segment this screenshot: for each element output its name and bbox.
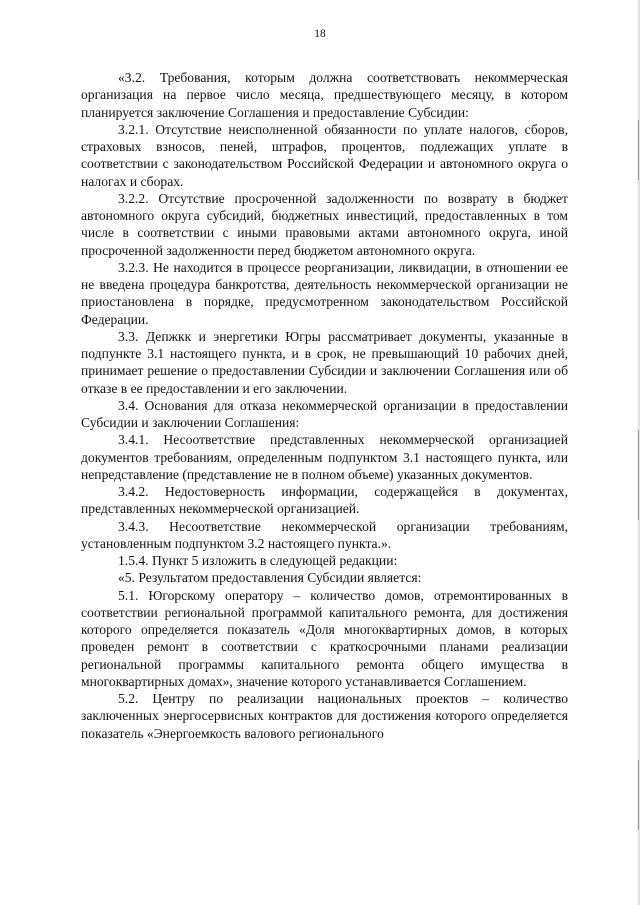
- paragraph-3-2-2: 3.2.2. Отсутствие просроченной задолженности по возврату в бюджет автономного округа субсидий, бюджетных инвестиций, предоставленных в том числе в соответствии с иными правовыми актами автономного округа, иной просроченной задолженности перед бюджетом автономного округа.: [81, 190, 568, 258]
- scan-edge-mark: [638, 760, 639, 830]
- paragraph-5: «5. Результатом предоставления Субсидии является:: [118, 570, 422, 586]
- paragraph-1-5-4: 1.5.4. Пункт 5 изложить в следующей редакции:: [118, 553, 398, 568]
- document-body: [81, 69, 568, 742]
- paragraph-3-2: «3.2. Требования, которым должна соответствовать некоммерческая организация на первое число месяца, предшествующего месяцу, в котором планируется заключение Соглашения и предоставление Субсидии:: [81, 70, 568, 120]
- paragraph-3-4-2: 3.4.2. Недостоверность информации, содержащейся в документах, представленных некоммерческой организацией.: [81, 484, 568, 517]
- scan-edge-mark: [638, 120, 639, 180]
- scan-edge-mark: [638, 430, 639, 520]
- paragraph-3-3: 3.3. Депжкк и энергетики Югры рассматривает документы, указанные в подпункте 3.1 настоящего пункта, и в срок, не превышающий 10 рабочих дней, принимает решение о предоставлении Субсидии и заключении Соглашения или об отказе в ее предоставлении и его заключении.: [81, 328, 568, 396]
- paragraph-3-2-3: 3.2.3. Не находится в процессе реорганизации, ликвидации, в отношении ее не введена процедура банкротства, деятельность некоммерческой организации не приостановлена в порядке, предусмотренном законодательством Российской Федерации.: [81, 259, 568, 327]
- paragraph-3-2-1: 3.2.1. Отсутствие неисполненной обязанности по уплате налогов, сборов, страховых взносов, пеней, штрафов, процентов, подлежащих уплате в соответствии с законодательством Российской Федерации и автономного округа о налогах и сборах.: [81, 121, 568, 189]
- paragraph-3-4: 3.4. Основания для отказа некоммерческой организации в предоставлении Субсидии и заключении Соглашения:: [81, 397, 568, 430]
- paragraph-3-4-1: 3.4.1. Несоответствие представленных некоммерческой организацией документов требованиям, определенным подпунктом 3.1 настоящего пункта, или непредставление (представление не в полном объеме) указанных документов.: [81, 432, 568, 482]
- paragraph-3-4-3: 3.4.3. Несоответствие некоммерческой организации требованиям, установленным подпунктом 3.2 настоящего пункта.».: [81, 518, 568, 551]
- paragraph-5-2: 5.2. Центру по реализации национальных проектов – количество заключенных энергосервисных контрактов для достижения которого определяется показатель «Энергоемкость валового регионального: [81, 691, 568, 741]
- paragraph-5-1: 5.1. Югорскому оператору – количество домов, отремонтированных в соответствии региональной программой капитального ремонта, для достижения которого определяется показатель «Доля многоквартирных домов, в которых проведен ремонт в соответствии с краткосрочными планами реализации региональной программы капитального ремонта общего имущества в многоквартирных домах», значение которого устанавливается Соглашением.: [81, 587, 568, 689]
- page-number: 18: [314, 28, 326, 40]
